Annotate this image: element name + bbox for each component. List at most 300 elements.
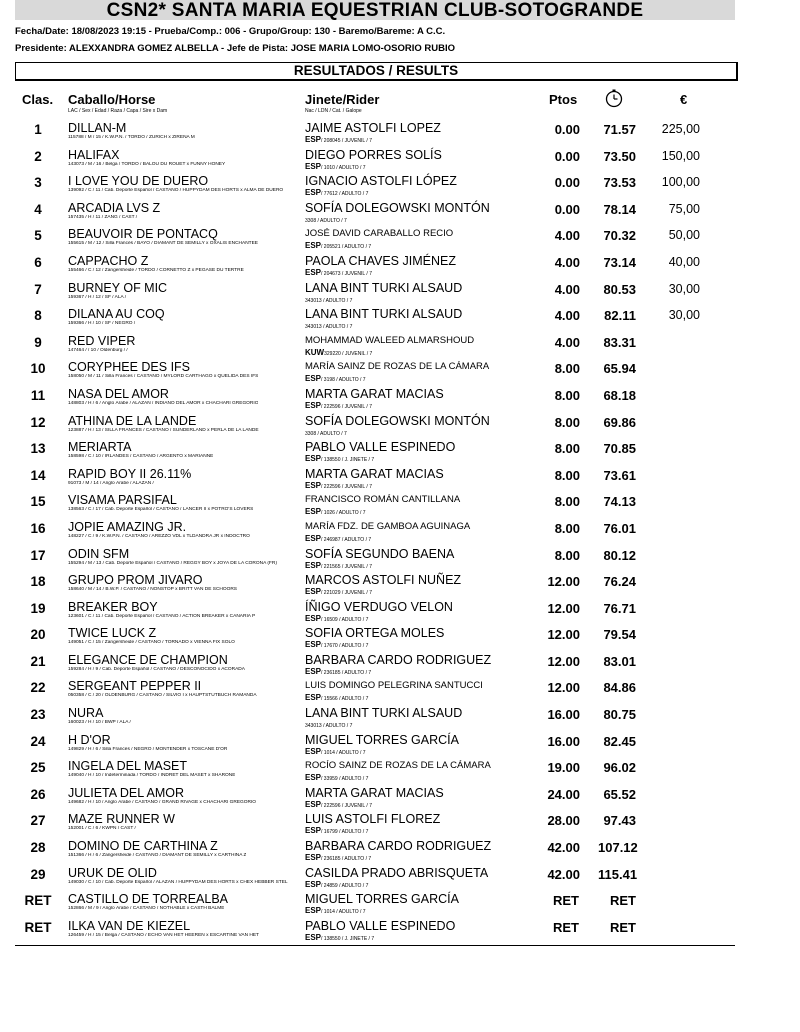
table-row — [0, 437, 800, 464]
points-value: 12.00 — [547, 600, 580, 616]
position: 29 — [30, 866, 46, 882]
col-header-horse: Caballo/Horse — [68, 92, 156, 107]
rider-info — [305, 454, 374, 463]
horse-info: 155615 / M / 12 / Silla Francés / BAYO / DIAMANT DE SEMILLY x OXALIS ENCHANTEE — [68, 241, 258, 247]
position: RET — [24, 893, 52, 909]
rider-nationality: ESP — [305, 161, 322, 171]
points-value: 12.00 — [547, 653, 580, 669]
time-value: 76.71 — [603, 600, 636, 616]
rider-info — [305, 321, 352, 330]
horse-name: RED VIPER — [68, 333, 136, 348]
rider-info — [305, 640, 368, 649]
horse-info: 123601 / C / 11 / Cab. Deporte Español / CASTAÑO / ACTION BREAKER x CANARIA P — [68, 613, 256, 619]
time-value: 83.31 — [603, 334, 636, 350]
rider-nationality: ESP — [305, 507, 322, 517]
horse-name: SERGEANT PEPPER II — [68, 679, 202, 694]
horse-info: 115788 / M / 15 / K.W.P.N. / TORDO / ZURICH x ZIRENA M — [68, 135, 195, 140]
rider-details: / 15566 / ADULTO / 7 — [321, 696, 369, 703]
horse-info: 91073 / M / 14 / Anglo Árabe / ALAZÁN / — [68, 480, 154, 486]
position: 5 — [34, 228, 42, 244]
rider-nationality: ESP — [305, 746, 322, 756]
horse-info: 155294 / M / 13 / Cab. Deporte Español / CASTAÑO / REGGY BOY x JOYA DE LA CORONA (FR) — [68, 560, 277, 566]
rider-nationality: ESP — [305, 400, 322, 410]
horse-info: 149829 / H / 6 / Silla Francés / NEGRO / MONTENDER x TOSCANE D'OR — [68, 746, 228, 752]
horse-info: 152866 / M / 9 / Anglo Árabe / CASTAÑO / NOTHABLE x CASTH BALMÉ — [68, 906, 225, 912]
points-value: 28.00 — [547, 813, 580, 829]
horse-info: 160023 / H / 10 / BWP / ALA / — [68, 720, 131, 726]
rider-details: / 17670 / ADULTO / 7 — [321, 643, 369, 650]
horse-name: MAZE RUNNER W — [68, 812, 175, 827]
rider-nationality: ESP — [305, 241, 322, 251]
col-header-pts: Ptos — [549, 92, 578, 107]
rider-info — [305, 906, 366, 915]
position: 27 — [30, 813, 46, 829]
rider-name: PABLO VALLE ESPINEDO — [305, 918, 456, 933]
horse-info: 148803 / H / 6 / Anglo Árabe / ALAZÁN / INDIANO DEL AMOR x CHACHARI GREGORIO — [68, 400, 259, 406]
rider-details: / 221029 / JUVENIL / 7 — [321, 590, 372, 597]
rider-name: MARTA GARAT MACIAS — [305, 466, 444, 481]
rider-name: CASILDA PRADO ABRISQUETA — [305, 865, 489, 880]
time-value: 74.13 — [603, 494, 636, 510]
rider-info — [305, 481, 372, 490]
position: 15 — [30, 494, 46, 510]
time-value: 79.54 — [603, 627, 636, 643]
rider-info — [305, 800, 372, 809]
horse-info: 151366 / H / 6 / Zangersheide / CASTAÑO / DIAMANT DE SEMILLY x CARTHINA Z — [68, 853, 247, 859]
horse-name: BURNEY OF MIC — [68, 280, 168, 295]
rider-info — [305, 162, 366, 171]
time-value: 68.18 — [603, 387, 636, 403]
rider-details: / 208045 / JUVENIL / 7 — [321, 138, 372, 144]
rider-details: / 1010 / ADULTO / 7 — [321, 164, 366, 171]
rider-name: BARBARA CARDO RODRIGUEZ — [305, 652, 492, 667]
points-value: 8.00 — [554, 547, 580, 563]
rider-name: SOFÍA SEGUNDO BAENA — [305, 546, 455, 561]
rider-info — [305, 428, 347, 437]
page-title: CSN2* SANTA MARIA EQUESTRIAN CLUB-SOTOGRANDE — [15, 0, 735, 20]
rider-info — [305, 188, 368, 197]
time-value: 107.12 — [598, 840, 638, 856]
rider-details: / 236185 / ADULTO / 7 — [321, 856, 372, 863]
rider-details: / 16509 / ADULTO / 7 — [321, 616, 369, 623]
position: 20 — [30, 627, 46, 643]
time-value: 97.43 — [603, 813, 636, 829]
points-value: 0.00 — [554, 201, 580, 217]
position: 24 — [30, 733, 46, 749]
points-value: 8.00 — [554, 494, 580, 510]
horse-name: ELEGANCE DE CHAMPION — [68, 652, 228, 667]
rider-nationality: ESP — [305, 640, 322, 650]
horse-name: JULIETA DEL AMOR — [68, 785, 185, 800]
horse-info: 159284 / H / 9 / Cab. Deporte Español / CASTAÑO / DESCONOCIDO x ACORADA — [68, 666, 245, 672]
horse-name: HALIFAX — [68, 147, 120, 162]
horse-info: 147464 / / 10 / Oldenburg / / — [68, 347, 128, 353]
rider-name: MIGUEL TORRES GARCÍA — [305, 892, 459, 907]
rider-details: 343013 / ADULTO / 7 — [305, 297, 353, 304]
position: 23 — [30, 707, 46, 723]
table-row — [0, 676, 800, 703]
rider-details: / 1014 / ADULTO / 7 — [321, 749, 366, 756]
rider-name: MARÍA SAINZ DE ROZAS DE LA CÁMARA — [305, 361, 490, 373]
rider-nationality: ESP — [305, 454, 322, 464]
time-value: 70.32 — [603, 228, 636, 244]
table-row — [0, 490, 800, 517]
rider-details: 343013 / ADULTO / 7 — [305, 723, 353, 730]
rider-details: 3308 / ADULTO / 7 — [305, 217, 347, 224]
rider-name: SOFÍA DOLEGOWSKI MONTÓN — [305, 200, 490, 215]
rider-nationality: ESP — [305, 480, 322, 490]
rider-name: MOHAMMAD WALEED ALMARSHOUD — [305, 334, 475, 346]
points-value: 24.00 — [547, 786, 580, 802]
time-value: 76.01 — [603, 520, 636, 536]
table-row — [0, 756, 800, 783]
horse-info: 158050 / M / 11 / Silla Francés / CASTAÑO / MYLORD CARTHAGO x QUELIDA DES IFS — [68, 374, 259, 380]
position: 12 — [30, 414, 46, 430]
table-row — [0, 570, 800, 597]
horse-info: 149051 / C / 15 / Zangersheide / CASTAÑO / TORNADO x VIENNA FIX SOLO — [68, 640, 235, 646]
table-row — [0, 411, 800, 438]
prize-value: 30,00 — [668, 281, 700, 296]
points-value: 12.00 — [547, 680, 580, 696]
points-value: 4.00 — [554, 281, 580, 297]
col-header-clas: Clas. — [22, 92, 54, 107]
horse-name: VISAMA PARSIFAL — [68, 493, 177, 508]
rider-info — [305, 241, 371, 250]
horse-info: 159367 / H / 12 / SF / ALA / — [68, 294, 127, 300]
rider-name: BARBARA CARDO RODRIGUEZ — [305, 839, 492, 854]
horse-name: H D'OR — [68, 732, 111, 747]
points-value: 42.00 — [547, 866, 580, 882]
rider-name: LANA BINT TURKI ALSAUD — [305, 307, 463, 322]
horse-info: 139092 / C / 11 / Cab. Deporte Español / CASTAÑO / HUPPYDAM DES HORTS x ALMA DE DUERO — [68, 188, 284, 194]
position: 8 — [34, 308, 42, 324]
horse-info: 149040 / H / 10 / Indeterminada / TORDO / INDRET DEL MASET x SHARONE — [68, 773, 236, 779]
horse-name: INGELA DEL MASET — [68, 759, 188, 774]
horse-info: 050358 / C / 20 / OLDENBURG / CASTAÑO / SILVIO I x HAUPTSTUTBUCH RAMANDA — [68, 693, 257, 699]
rider-details: / 24859 / ADULTO / 7 — [321, 882, 369, 889]
prize-value: 225,00 — [661, 122, 700, 136]
rider-nationality: ESP — [305, 932, 322, 942]
time-value: 70.85 — [603, 441, 636, 457]
points-value: 4.00 — [554, 334, 580, 350]
points-value: 12.00 — [547, 627, 580, 643]
position: 28 — [30, 840, 46, 856]
time-value: 73.61 — [603, 467, 636, 483]
rider-details: / 236185 / ADULTO / 7 — [321, 669, 372, 676]
horse-name: JOPIE AMAZING JR. — [68, 519, 187, 534]
horse-info: 149030 / C / 10 / Cab. Deporte Español / ALAZAN / HUPPYDAM DES HORTS x CHEX HEBBER STEL — [68, 879, 288, 885]
results-table — [0, 118, 800, 942]
rider-details: / 33959 / ADULTO / 7 — [321, 776, 369, 783]
horse-info: 157435 / H / 11 / ZANG / CAST / — [68, 214, 138, 220]
horse-name: ATHINA DE LA LANDE — [68, 413, 197, 428]
event-info: Fecha/Date: 18/08/2023 19:15 - Prueba/Comp.: 006 - Grupo/Group: 130 - Baremo/Bareme: A C.C. — [15, 26, 446, 37]
horse-info: 138563 / C / 17 / Cab. Deporte Español / CASTAÑO / LANCER II x POTRO'S LOVERS — [68, 507, 254, 513]
rider-info — [305, 561, 372, 570]
rider-details: / 246987 / ADULTO / 7 — [321, 536, 372, 543]
horse-info: 126459 / H / 15 / Belga / CASTAÑO / ECHO VAN HET HEEREN x ESCARTINE VAN HET — [68, 932, 259, 938]
position: 7 — [34, 281, 42, 297]
position: 13 — [30, 441, 46, 457]
horse-name: DILLAN-M — [68, 121, 127, 135]
rider-info — [305, 720, 352, 729]
rider-name: MIGUEL TORRES GARCÍA — [305, 732, 459, 747]
points-value: RET — [553, 893, 579, 909]
points-value: RET — [553, 919, 579, 935]
time-value: 82.11 — [604, 308, 636, 324]
prize-value: 50,00 — [668, 228, 700, 243]
rider-name: DIEGO PORRES SOLÍS — [305, 147, 442, 162]
rider-name: ÍÑIGO VERDUGO VELON — [305, 599, 453, 614]
table-row — [0, 251, 800, 278]
rider-nationality: ESP — [305, 826, 322, 836]
table-row — [0, 916, 800, 943]
time-value: 69.86 — [603, 414, 636, 430]
col-subheader-horse: LAC / Sex / Edad / Raza / Capa / Sire x Dam — [68, 108, 168, 114]
table-row — [0, 304, 800, 331]
horse-name: GRUPO PROM JIVARO — [68, 573, 203, 588]
horse-info: 123887 / H / 13 / SILLA FRANCES / CASTAÑO / SUNDERLAND x PERLA DE LA LANDE — [68, 427, 259, 433]
time-value: RET — [610, 919, 636, 935]
horse-name: DOMINO DE CARTHINA Z — [68, 839, 218, 854]
position: RET — [24, 919, 52, 935]
points-value: 42.00 — [547, 840, 580, 856]
points-value: 12.00 — [547, 574, 580, 590]
rider-name: LUIS DOMINGO PELEGRINA SANTUCCI — [305, 680, 483, 692]
time-value: 80.53 — [603, 281, 636, 297]
horse-name: ILKA VAN DE KIEZEL — [68, 918, 191, 933]
table-row — [0, 198, 800, 225]
position: 16 — [30, 520, 46, 536]
horse-name: ARCADIA LVS Z — [68, 200, 161, 215]
rider-info — [305, 268, 372, 277]
rider-details: / 138550 / J. JINETE / 7 — [321, 935, 375, 942]
table-row — [0, 331, 800, 358]
rider-nationality: ESP — [305, 267, 322, 277]
rider-info — [305, 747, 366, 756]
rider-info — [305, 295, 352, 304]
rider-name: JOSÉ DAVID CARABALLO RECIO — [305, 228, 454, 240]
horse-name: MERIARTA — [68, 440, 132, 455]
rider-info — [305, 880, 368, 889]
points-value: 4.00 — [554, 228, 580, 244]
horse-info: 148227 / C / 9 / K.W.P.N. / CASTAÑO / AREZZO VDL x TLDANDRA JR x INDOCTRO — [68, 533, 250, 539]
position: 17 — [30, 547, 46, 563]
position: 22 — [30, 680, 46, 696]
horse-info: 158640 / M / 14 / B.W.P. / CASTAÑO / NONSTOP x BRITT VAN DE SCHOORS — [68, 587, 238, 593]
rider-name: LANA BINT TURKI ALSAUD — [305, 280, 463, 295]
horse-info: 158598 / C / 10 / IRLANDÉS / CASTAÑO / ARGENTO x MARIANNE — [68, 454, 214, 460]
horse-name: URUK DE OLID — [68, 865, 157, 880]
rider-nationality: ESP — [305, 906, 322, 916]
points-value: 16.00 — [547, 733, 580, 749]
prize-value: 75,00 — [668, 201, 700, 216]
position: 10 — [30, 361, 46, 377]
rider-name: IGNACIO ASTOLFI LÓPEZ — [305, 174, 457, 189]
rider-info — [305, 667, 371, 676]
rider-details: / 222596 / JUVENIL / 7 — [321, 483, 372, 490]
rider-name: FRANCISCO ROMÁN CANTILLANA — [305, 494, 461, 506]
horse-name: ODIN SFM — [68, 546, 130, 561]
time-value: 115.41 — [598, 866, 638, 882]
rider-details: 3308 / ADULTO / 7 — [305, 430, 347, 437]
time-value: 73.50 — [603, 148, 636, 164]
table-row — [0, 171, 800, 198]
rider-nationality: ESP — [305, 188, 322, 198]
rider-name: LANA BINT TURKI ALSAUD — [305, 706, 463, 721]
time-value: 76.24 — [603, 574, 636, 590]
table-row — [0, 544, 800, 571]
time-value: 65.94 — [603, 361, 636, 377]
points-value: 8.00 — [554, 467, 580, 483]
rider-nationality: ESP — [305, 693, 322, 703]
horse-name: CAPPACHO Z — [68, 253, 149, 268]
table-row — [0, 889, 800, 916]
results-banner: RESULTADOS / RESULTS — [15, 62, 738, 81]
position: 26 — [30, 786, 46, 802]
rider-name: MARTA GARAT MACIAS — [305, 386, 444, 401]
points-value: 4.00 — [554, 254, 580, 270]
rider-details: / 3198 / ADULTO / 7 — [321, 377, 366, 384]
time-value: 96.02 — [603, 760, 636, 776]
rider-details: 343013 / ADULTO / 7 — [305, 324, 353, 331]
horse-name: NASA DEL AMOR — [68, 386, 169, 401]
time-value: 78.14 — [603, 201, 636, 217]
rider-name: LUIS ASTOLFI FLOREZ — [305, 812, 441, 827]
horse-info: 149682 / H / 10 / Anglo Árabe / CASTAÑO / GRAND RIVAGE x CHACHARI GREGORIO — [68, 799, 257, 805]
horse-name: CORYPHEE DES IFS — [68, 360, 191, 375]
table-row — [0, 836, 800, 863]
position: 3 — [34, 175, 42, 191]
prize-value: 40,00 — [668, 254, 700, 269]
prize-value: 100,00 — [661, 175, 700, 190]
rider-details: / 16799 / ADULTO / 7 — [321, 829, 369, 836]
rider-details: / 1014 / ADULTO / 7 — [321, 909, 366, 916]
horse-info: 159366 / H / 10 / SF / NEGRO / — [68, 321, 136, 327]
rider-name: SOFIA ORTEGA MOLES — [305, 626, 445, 641]
table-bottom-rule — [15, 945, 735, 946]
points-value: 16.00 — [547, 707, 580, 723]
horse-info: 155466 / C / 12 / Zangersheide / TORDO / CORNETTO Z x PEGASE DU TERTRE — [68, 267, 244, 273]
position: 9 — [34, 334, 42, 350]
rider-nationality: ESP — [305, 613, 322, 623]
position: 1 — [34, 122, 42, 137]
horse-name: NURA — [68, 706, 104, 721]
horse-name: RAPID BOY II 26.11% — [68, 466, 192, 481]
rider-info — [305, 853, 371, 862]
rider-nationality: ESP — [305, 135, 322, 144]
time-value: 65.52 — [603, 786, 636, 802]
horse-info: 143073 / M / 16 / Belga / TORDO / BALOU DU ROUET x FUNNY HONEY — [68, 161, 226, 167]
position: 4 — [34, 201, 42, 217]
rider-name: PABLO VALLE ESPINEDO — [305, 440, 456, 455]
rider-name: JAIME ASTOLFI LOPEZ — [305, 121, 441, 135]
position: 11 — [30, 387, 46, 403]
rider-nationality: ESP — [305, 666, 322, 676]
rider-name: MARTA GARAT MACIAS — [305, 785, 444, 800]
rider-name: MARÍA FDZ. DE GAMBOA AGUINAGA — [305, 520, 471, 532]
table-row — [0, 783, 800, 810]
rider-info — [305, 693, 368, 702]
points-value: 8.00 — [554, 414, 580, 430]
points-value: 0.00 — [554, 148, 580, 164]
position: 18 — [30, 574, 46, 590]
time-value: 80.12 — [603, 547, 636, 563]
table-row — [0, 809, 800, 836]
time-value: 82.45 — [603, 733, 636, 749]
rider-details: / 222596 / JUVENIL / 7 — [321, 403, 372, 410]
points-value: 0.00 — [554, 175, 580, 191]
table-row — [0, 623, 800, 650]
table-row — [0, 517, 800, 544]
table-row — [0, 863, 800, 890]
table-row — [0, 357, 800, 384]
prize-value: 150,00 — [661, 148, 700, 163]
rider-name: SOFÍA DOLEGOWSKI MONTÓN — [305, 413, 490, 428]
rider-info — [305, 374, 366, 383]
rider-details: / 221565 / JUVENIL / 7 — [321, 563, 372, 570]
rider-nationality: ESP — [305, 587, 322, 597]
time-value: 73.53 — [603, 175, 636, 191]
table-row — [0, 278, 800, 305]
rider-info — [305, 933, 374, 942]
col-subheader-rider: Nac / LDN / Cat. / Galope — [305, 108, 362, 114]
time-value: 71.57 — [603, 122, 636, 137]
time-value: 80.75 — [603, 707, 636, 723]
rider-nationality: ESP — [305, 879, 322, 889]
position: 14 — [30, 467, 46, 483]
table-row — [0, 597, 800, 624]
rider-nationality: KUW — [305, 347, 325, 357]
horse-name: TWICE LUCK Z — [68, 626, 157, 641]
rider-name: PAOLA CHAVES JIMÉNEZ — [305, 253, 456, 268]
rider-info — [305, 507, 366, 516]
rider-info — [305, 773, 368, 782]
table-row — [0, 464, 800, 491]
rider-info — [305, 534, 371, 543]
table-row — [0, 384, 800, 411]
rider-info — [305, 614, 368, 623]
points-value: 8.00 — [554, 361, 580, 377]
rider-nationality: ESP — [305, 533, 322, 543]
rider-info — [305, 348, 372, 357]
rider-details: / 205521 / ADULTO / 7 — [321, 244, 372, 251]
rider-nationality: ESP — [305, 773, 322, 783]
rider-details: / 222596 / JUVENIL / 7 — [321, 802, 372, 809]
time-value: 73.14 — [603, 254, 636, 270]
points-value: 4.00 — [554, 308, 580, 324]
horse-name: BEAUVOIR DE PONTACQ — [68, 227, 218, 242]
rider-nationality: ESP — [305, 560, 322, 570]
horse-name: CASTILLO DE TORREALBA — [68, 892, 229, 907]
horse-name: I LOVE YOU DE DUERO — [68, 174, 209, 189]
points-value: 8.00 — [554, 387, 580, 403]
position: 2 — [34, 148, 42, 164]
horse-name: BREAKER BOY — [68, 599, 158, 614]
prize-value: 30,00 — [668, 308, 700, 323]
rider-info — [305, 587, 372, 596]
officials-info: Presidente: ALEXXANDRA GOMEZ ALBELLA - Jefe de Pista: JOSE MARIA LOMO-OSORIO RUBIO — [15, 43, 456, 54]
rider-info — [305, 401, 372, 410]
rider-details: 329220 / JUVENIL / 7 — [324, 350, 373, 357]
rider-info — [305, 135, 372, 144]
table-row — [0, 118, 800, 145]
time-value: 83.01 — [603, 653, 636, 669]
time-value: 84.86 — [603, 680, 636, 696]
points-value: 8.00 — [554, 441, 580, 457]
points-value: 0.00 — [554, 122, 580, 137]
horse-name: DILANA AU COQ — [68, 307, 165, 322]
